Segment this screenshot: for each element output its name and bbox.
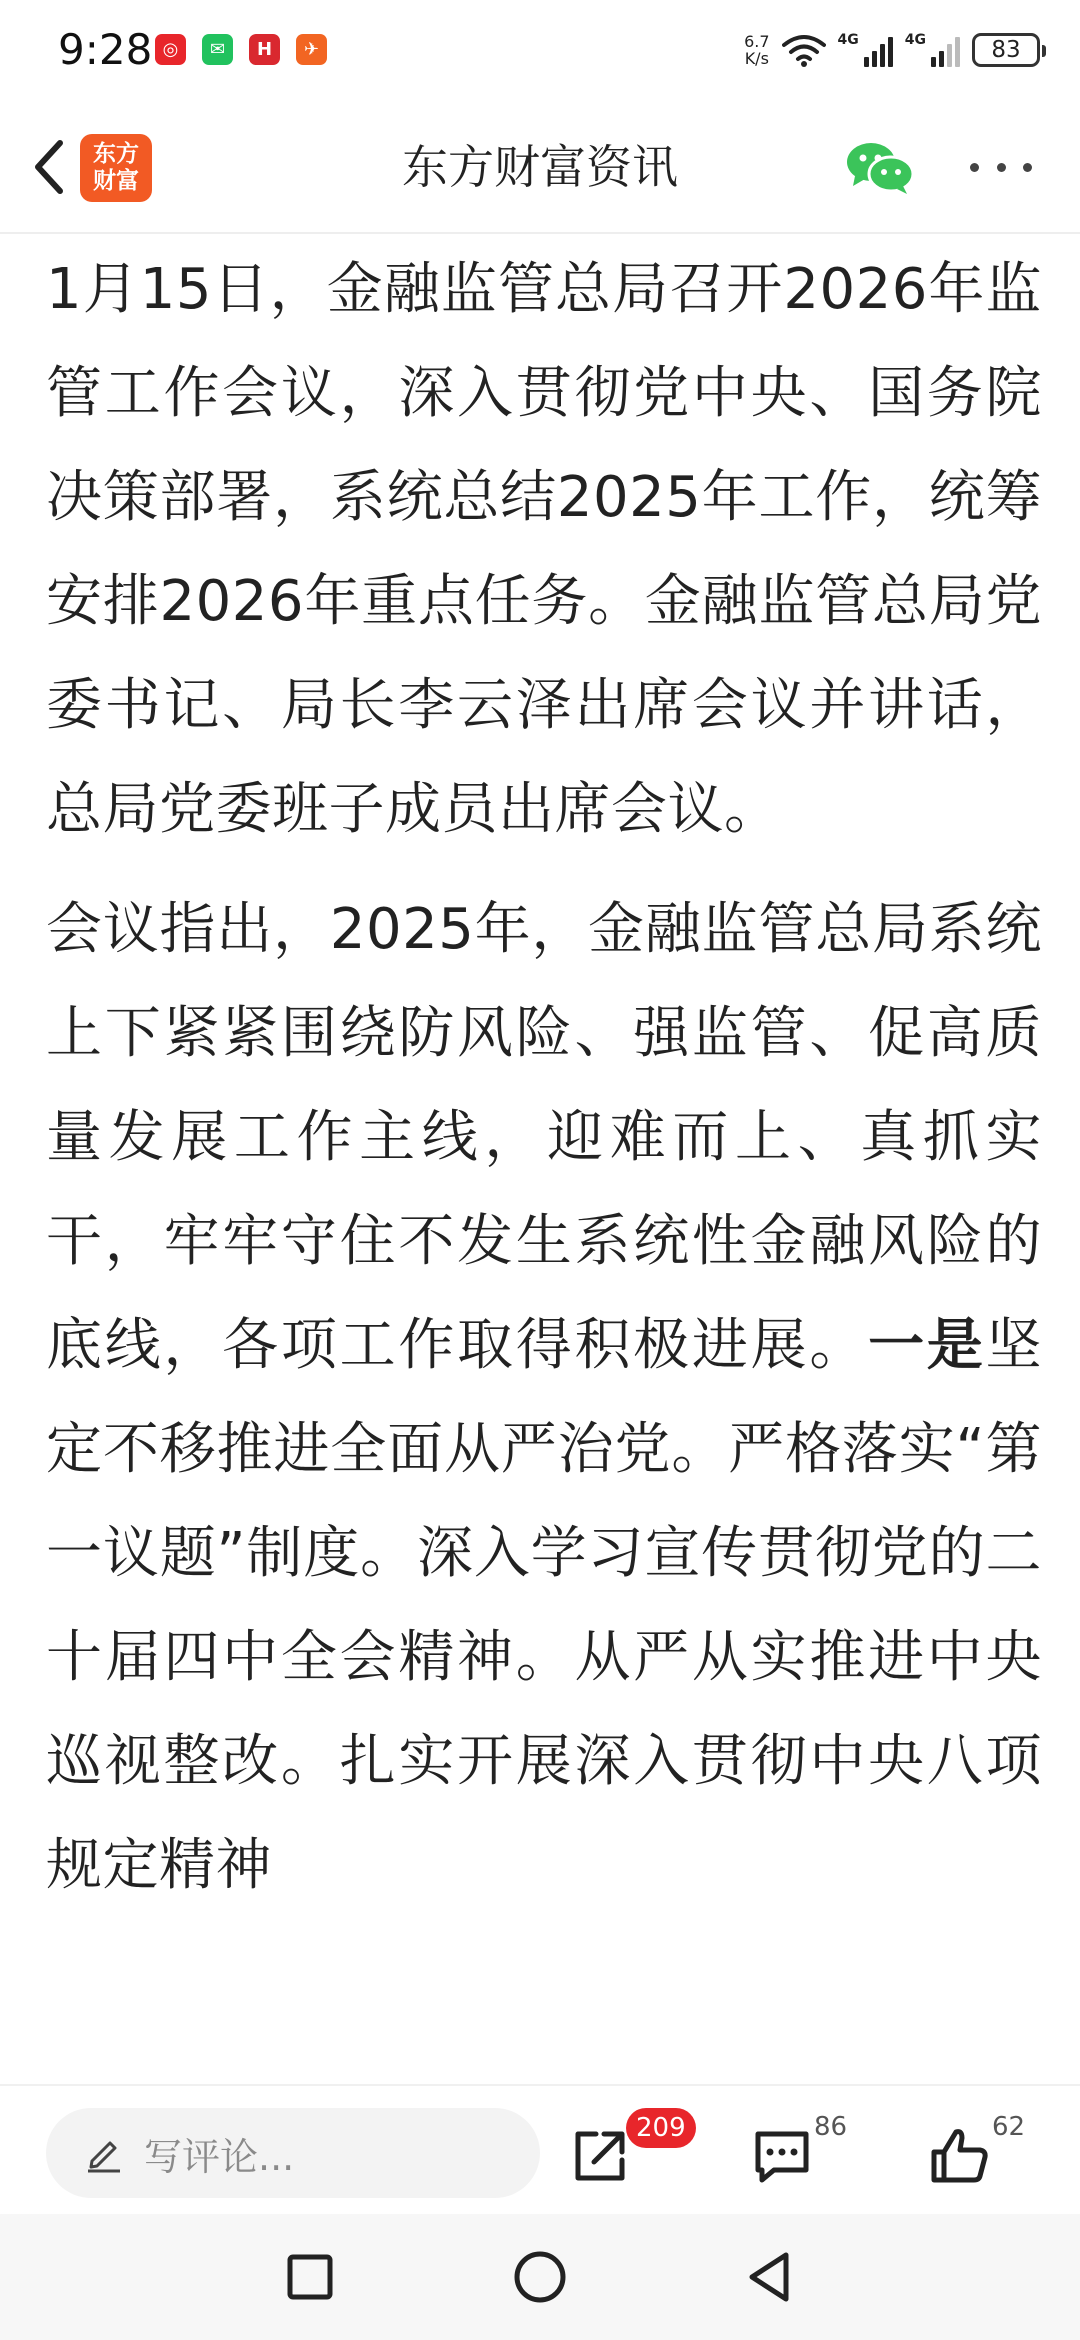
recent-apps-button[interactable]	[280, 2247, 340, 2307]
comments-button[interactable]	[752, 2112, 848, 2196]
comment-count: 86	[814, 2112, 848, 2142]
comment-bar	[0, 2084, 1080, 2214]
article-body	[46, 234, 1042, 2084]
eastmoney-logo: 东方 财富	[80, 134, 152, 202]
net-speed-value: 6.7	[744, 32, 770, 51]
system-nav-bar	[0, 2214, 1080, 2340]
more-dot-icon	[970, 163, 979, 172]
share-count-badge: 209	[626, 2108, 696, 2148]
comment-input[interactable]	[46, 2108, 540, 2198]
net-speed-unit: K/s	[744, 49, 769, 68]
article-paragraph-2: 会议指出，2025年，金融监管总局系统上下紧紧围绕防风险、强监管、促高质量发展工作主线，迎难而上、真抓实干，牢牢守住不发生系统性金融风险的底线，各项工作取得积极进展。一是坚定不移推进全面从严治党。严格落实“第一议题”制度。深入学习宣传贯彻党的二十届四中全会精神。从严从实推进中央巡视整改。扎实开展深入贯彻中央八项规定精神	[46, 897, 1042, 1898]
like-count: 62	[992, 2112, 1026, 2142]
more-dot-icon	[997, 163, 1006, 172]
battery-icon	[972, 33, 1040, 67]
comment-placeholder: 写评论...	[144, 2134, 295, 2179]
like-button[interactable]	[930, 2112, 1026, 2196]
signal-2-icon: 4G	[905, 33, 960, 67]
more-dot-icon	[1023, 163, 1032, 172]
article-paragraph-1: 1月15日，金融监管总局召开2026年监管工作会议，深入贯彻党中央、国务院决策部署，系统总结2025年工作，统筹安排2026年重点任务。金融监管总局党委书记、局长李云泽出席会议并讲话，总局党委班子成员出席会议。	[46, 257, 1042, 842]
status-indicators	[744, 30, 1040, 70]
system-back-button[interactable]	[740, 2247, 800, 2307]
circle-icon	[510, 2247, 570, 2307]
net-speed	[744, 33, 769, 67]
status-bar	[0, 0, 1080, 100]
triangle-back-icon	[740, 2247, 800, 2307]
wifi-icon	[782, 33, 826, 67]
status-time: 9:28	[58, 25, 153, 74]
notification-icons	[155, 34, 327, 65]
bold-lead-text: 一是	[868, 1313, 986, 1378]
square-icon	[280, 2247, 340, 2307]
pencil-icon	[84, 2133, 124, 2173]
nav-bar	[0, 100, 1080, 234]
wechat-icon	[845, 140, 915, 196]
thumbs-up-icon	[930, 2126, 990, 2186]
wechat-share-button[interactable]	[845, 140, 915, 196]
page-title: 东方财富资讯	[402, 140, 678, 194]
orange-app-icon: ✈	[296, 34, 327, 65]
comment-icon	[752, 2126, 812, 2186]
more-options-button[interactable]	[970, 152, 1032, 182]
red-square-app-icon: H	[249, 34, 280, 65]
share-button[interactable]	[570, 2113, 686, 2196]
red-app-icon: ◎	[155, 34, 186, 65]
wechat-app-icon: ✉	[202, 34, 233, 65]
battery-level: 83	[991, 37, 1021, 63]
share-icon	[570, 2126, 630, 2186]
home-button[interactable]	[510, 2247, 570, 2307]
signal-1-icon: 4G	[838, 33, 893, 67]
